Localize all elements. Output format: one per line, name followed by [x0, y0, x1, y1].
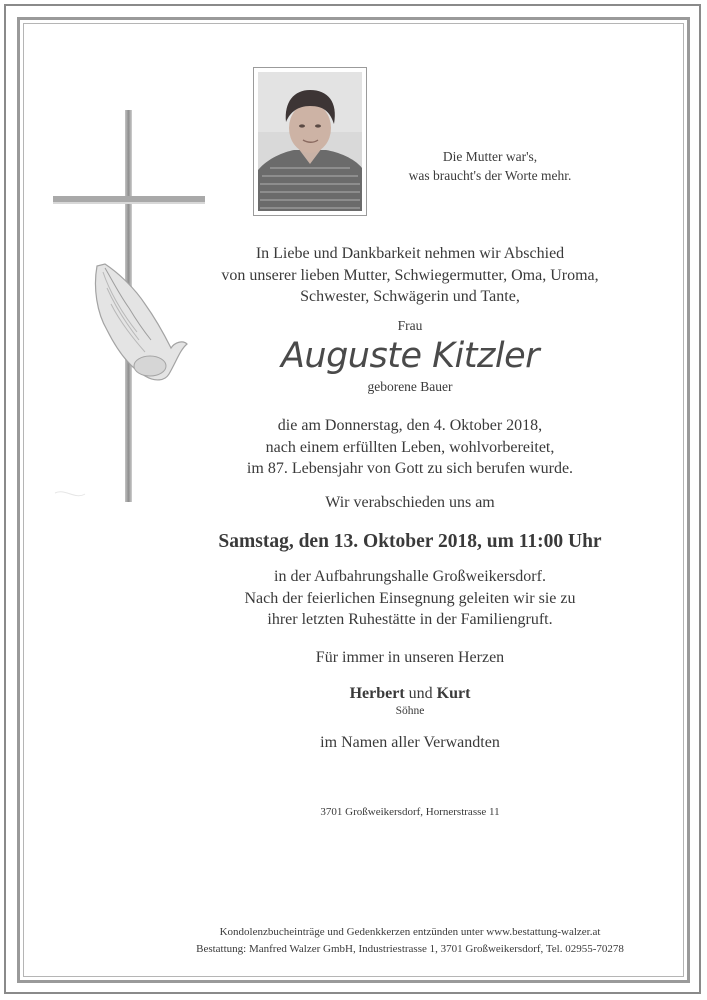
death-notice: [110, 415, 707, 480]
ceremony-place: [110, 566, 707, 631]
portrait-photo: [253, 67, 367, 216]
motto: [390, 147, 590, 185]
motto-line: Die Mutter war's,: [442, 149, 538, 164]
deceased-name: Auguste Kitzler: [280, 336, 540, 376]
footer-line: Kondolenzbucheinträge und Gedenkkerzen entzünden unter www.bestattung-walzer.at: [219, 926, 601, 938]
portrait-image: [258, 72, 362, 211]
footer-line: Bestattung: Manfred Walzer GmbH, Industriestrasse 1, 3701 Großweikersdorf, Tel. 02955-70278: [196, 943, 624, 955]
address: 3701 Großweikersdorf, Hornerstrasse 11: [320, 806, 500, 818]
intro-line: von unserer lieben Mutter, Schwiegermutter, Oma, Uroma,: [221, 266, 599, 284]
intro-line: Schwester, Schwägerin und Tante,: [300, 288, 520, 305]
mourner-name: Kurt: [436, 685, 471, 702]
footer: [110, 924, 707, 958]
mourners: [110, 685, 707, 703]
mourner-conjunction: und: [404, 685, 437, 702]
intro-line: In Liebe und Dankbarkeit nehmen wir Abschied: [255, 245, 565, 262]
birth-name: geborene Bauer: [367, 379, 453, 394]
forever-text: Für immer in unseren Herzen: [315, 649, 505, 666]
death-line: nach einem erfüllten Leben, wohlvorbereitet,: [265, 438, 555, 456]
farewell-text: Wir verabschieden uns am: [325, 494, 495, 511]
relatives-text: im Namen aller Verwandten: [320, 734, 500, 751]
salutation: Frau: [397, 318, 423, 333]
death-line: die am Donnerstag, den 4. Oktober 2018,: [277, 417, 543, 434]
mourner-name: Herbert: [349, 685, 405, 702]
place-line: in der Aufbahrungshalle Großweikersdorf.: [274, 568, 546, 585]
intro-text: [110, 243, 707, 308]
place-line: Nach der feierlichen Einsegnung geleiten wir sie zu: [244, 589, 576, 607]
motto-line: was braucht's der Worte mehr.: [408, 168, 572, 183]
place-line: ihrer letzten Ruhestätte in der Familiengruft.: [267, 611, 553, 628]
mourners-label: Söhne: [395, 705, 425, 717]
death-line: im 87. Lebensjahr von Gott zu sich berufen wurde.: [246, 460, 574, 477]
ceremony-date: Samstag, den 13. Oktober 2018, um 11:00 Uhr: [218, 531, 602, 552]
